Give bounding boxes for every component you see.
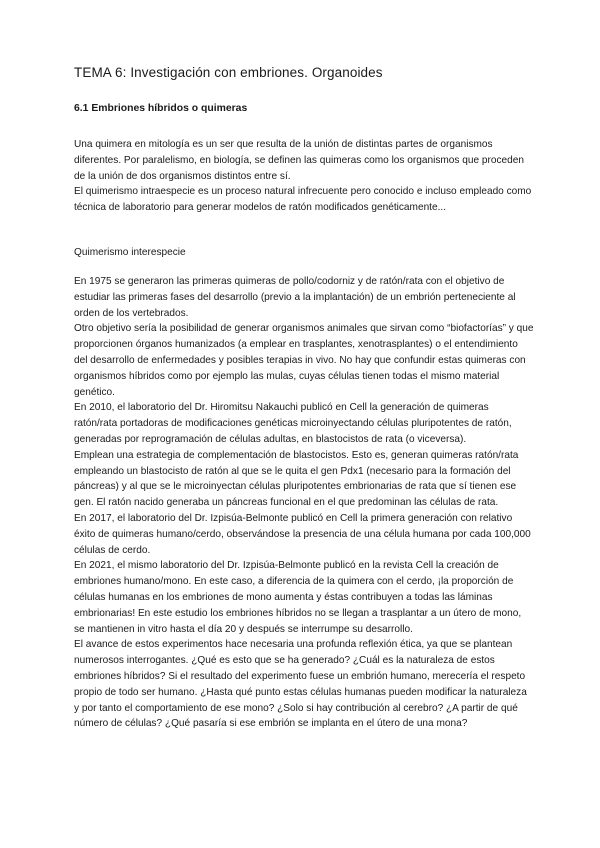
intro-block	[74, 137, 534, 216]
body-paragraph: Otro objetivo sería la posibilidad de generar organismos animales que sirvan como “biofactorías” y que proporcionen órganos humanizados (a emplear en trasplantes, xenotrasplantes) o el entendimiento del desarrollo de enfermedades y posibles terapias in vivo. No hay que confundir estas quimeras con organismos híbridos como por ejemplo las mulas, cuyas células tienen todas el mismo material genético.	[74, 323, 534, 398]
section-heading: 6.1 Embriones híbridos o quimeras	[74, 103, 248, 114]
body-paragraph: Emplean una estrategia de complementación de blastocistos. Esto es, generan quimeras ratón/rata empleando un blastocisto de ratón al que se le quita el gen Pdx1 (necesario para la formación del páncreas) y al que se le microinyectan células pluripotentes embrionarias de rata que sí tienen ese gen. El ratón nacido generaba un páncreas funcional en el que predominan las células de rata.	[74, 449, 519, 509]
body-paragraph: En 2021, el mismo laboratorio del Dr. Izpisúa-Belmonte publicó en la revista Cell la creación de embriones humano/mono. En este caso, a diferencia de la quimera con el cerdo, ¡la proporción de células humanas en los embriones de mono aumenta y éstas contribuyen a todas las láminas embrionarias! En este estudio los embriones híbridos no se llegan a trasplantar a un útero de mono, se mantienen in vitro hasta el día 20 y después se interrumpe su desarrollo.	[74, 560, 522, 635]
body-paragraph: En 2017, el laboratorio del Dr. Izpisúa-Belmonte publicó en Cell la primera generación con relativo éxito de quimeras humano/cerdo, observándose la presencia de una célula humana por cada 100,000 células de cerdo.	[74, 512, 531, 556]
subheading: Quimerismo interespecie	[74, 246, 186, 258]
body-paragraph: En 2010, el laboratorio del Dr. Hiromitsu Nakauchi publicó en Cell la generación de quimeras ratón/rata portadoras de modificaciones genéticas microinyectando células pluripotentes de ratón, generadas por reprogramación de células adultas, en blastocistos de rata (o viceversa).	[74, 402, 512, 445]
intro-paragraph: Una quimera en mitología es un ser que resulta de la unión de distintas partes de organismos diferentes. Por paralelismo, en biología, se definen las quimeras como los organismos que proceden de la unión de dos organismos distintos entre sí.	[74, 139, 524, 182]
intro-paragraph: El quimerismo intraespecie es un proceso natural infrecuente pero conocido e incluso empleado como técnica de laboratorio para generar modelos de ratón modificados genéticamente...	[74, 186, 532, 214]
page-title: TEMA 6: Investigación con embriones. Organoides	[74, 65, 383, 80]
body-paragraph: En 1975 se generaron las primeras quimeras de pollo/codorniz y de ratón/rata con el objetivo de estudiar las primeras fases del desarrollo (previo a la implantación) de un embrión perteneciente al orden de los vertebrados.	[74, 275, 516, 319]
body-paragraph: El avance de estos experimentos hace necesaria una profunda reflexión ética, ya que se plantean numerosos interrogantes. ¿Qué es esto que se ha generado? ¿Cuál es la naturaleza de estos embriones híbridos? Si el resultado del experimento fuese un embrión humano, merecería el respeto propio de todo ser humano. ¿Hasta qué punto estas células humanas pueden modificar la naturaleza y por tanto el comportamiento de ese mono? ¿Solo si hay contribución al cerebro? ¿A partir de qué número de células? ¿Qué pasaría si ese embrión se implanta en el útero de una mona?	[74, 639, 527, 730]
document-page	[74, 64, 534, 732]
body-block	[74, 274, 534, 732]
